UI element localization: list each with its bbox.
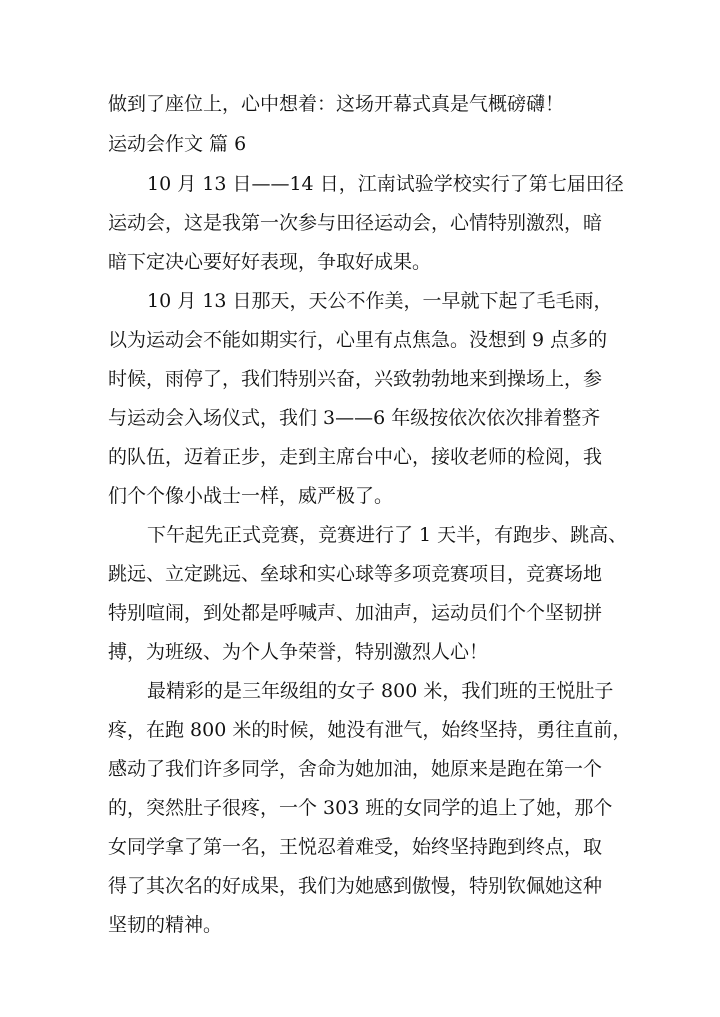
text-line-3: 10 月 13 日——14 日，江南试验学校实行了第七届田径 [147, 173, 624, 195]
text-line-12: 下午起先正式竞赛，竞赛进行了 1 天半，有跑步、跳高、 [147, 524, 628, 546]
text-line-9: 与运动会入场仪式，我们 3——6 年级按依次依次排着整齐 [108, 407, 601, 429]
text-line-21: 得了其次名的好成果，我们为她感到傲慢，特别钦佩她这种 [108, 875, 603, 897]
text-line-18: 感动了我们许多同学，舍命为她加油，她原来是跑在第一个 [108, 758, 603, 780]
text-line-10: 的队伍，迈着正步，走到主席台中心，接收老师的检阅，我 [108, 446, 603, 468]
text-line-15: 搏，为班级、为个人争荣誉，特别激烈人心！ [108, 641, 489, 663]
text-line-16: 最精彩的是三年级组的女子 800 米，我们班的王悦肚子 [147, 680, 614, 702]
text-line-20: 女同学拿了第一名，王悦忍着难受，始终坚持跑到终点，取 [108, 836, 603, 858]
text-line-19: 的，突然肚子很疼，一个 303 班的女同学的追上了她，那个 [108, 797, 613, 819]
section-heading: 运动会作文 篇 6 [108, 133, 247, 155]
text-line-1: 做到了座位上，心中想着：这场开幕式真是气概磅礴！ [108, 93, 565, 115]
text-line-13: 跳远、立定跳远、垒球和实心球等多项竞赛项目，竞赛场地 [108, 563, 603, 585]
text-line-11: 们个个像小战士一样，威严极了。 [108, 485, 394, 507]
text-line-17: 疼，在跑 800 米的时候，她没有泄气，始终坚持，勇往直前， [108, 719, 632, 741]
text-line-14: 特别喧闹，到处都是呼喊声、加油声，运动员们个个坚韧拼 [108, 602, 603, 624]
text-line-8: 时候，雨停了，我们特别兴奋，兴致勃勃地来到操场上，参 [108, 368, 603, 390]
text-line-4: 运动会，这是我第一次参与田径运动会，心情特别激烈，暗 [108, 212, 603, 234]
text-line-5: 暗下定决心要好好表现，争取好成果。 [108, 251, 432, 273]
text-line-6: 10 月 13 日那天，天公不作美，一早就下起了毛毛雨， [147, 290, 613, 312]
text-line-7: 以为运动会不能如期实行，心里有点焦急。没想到 9 点多的 [108, 329, 608, 351]
text-line-22: 坚韧的精神。 [108, 914, 223, 936]
